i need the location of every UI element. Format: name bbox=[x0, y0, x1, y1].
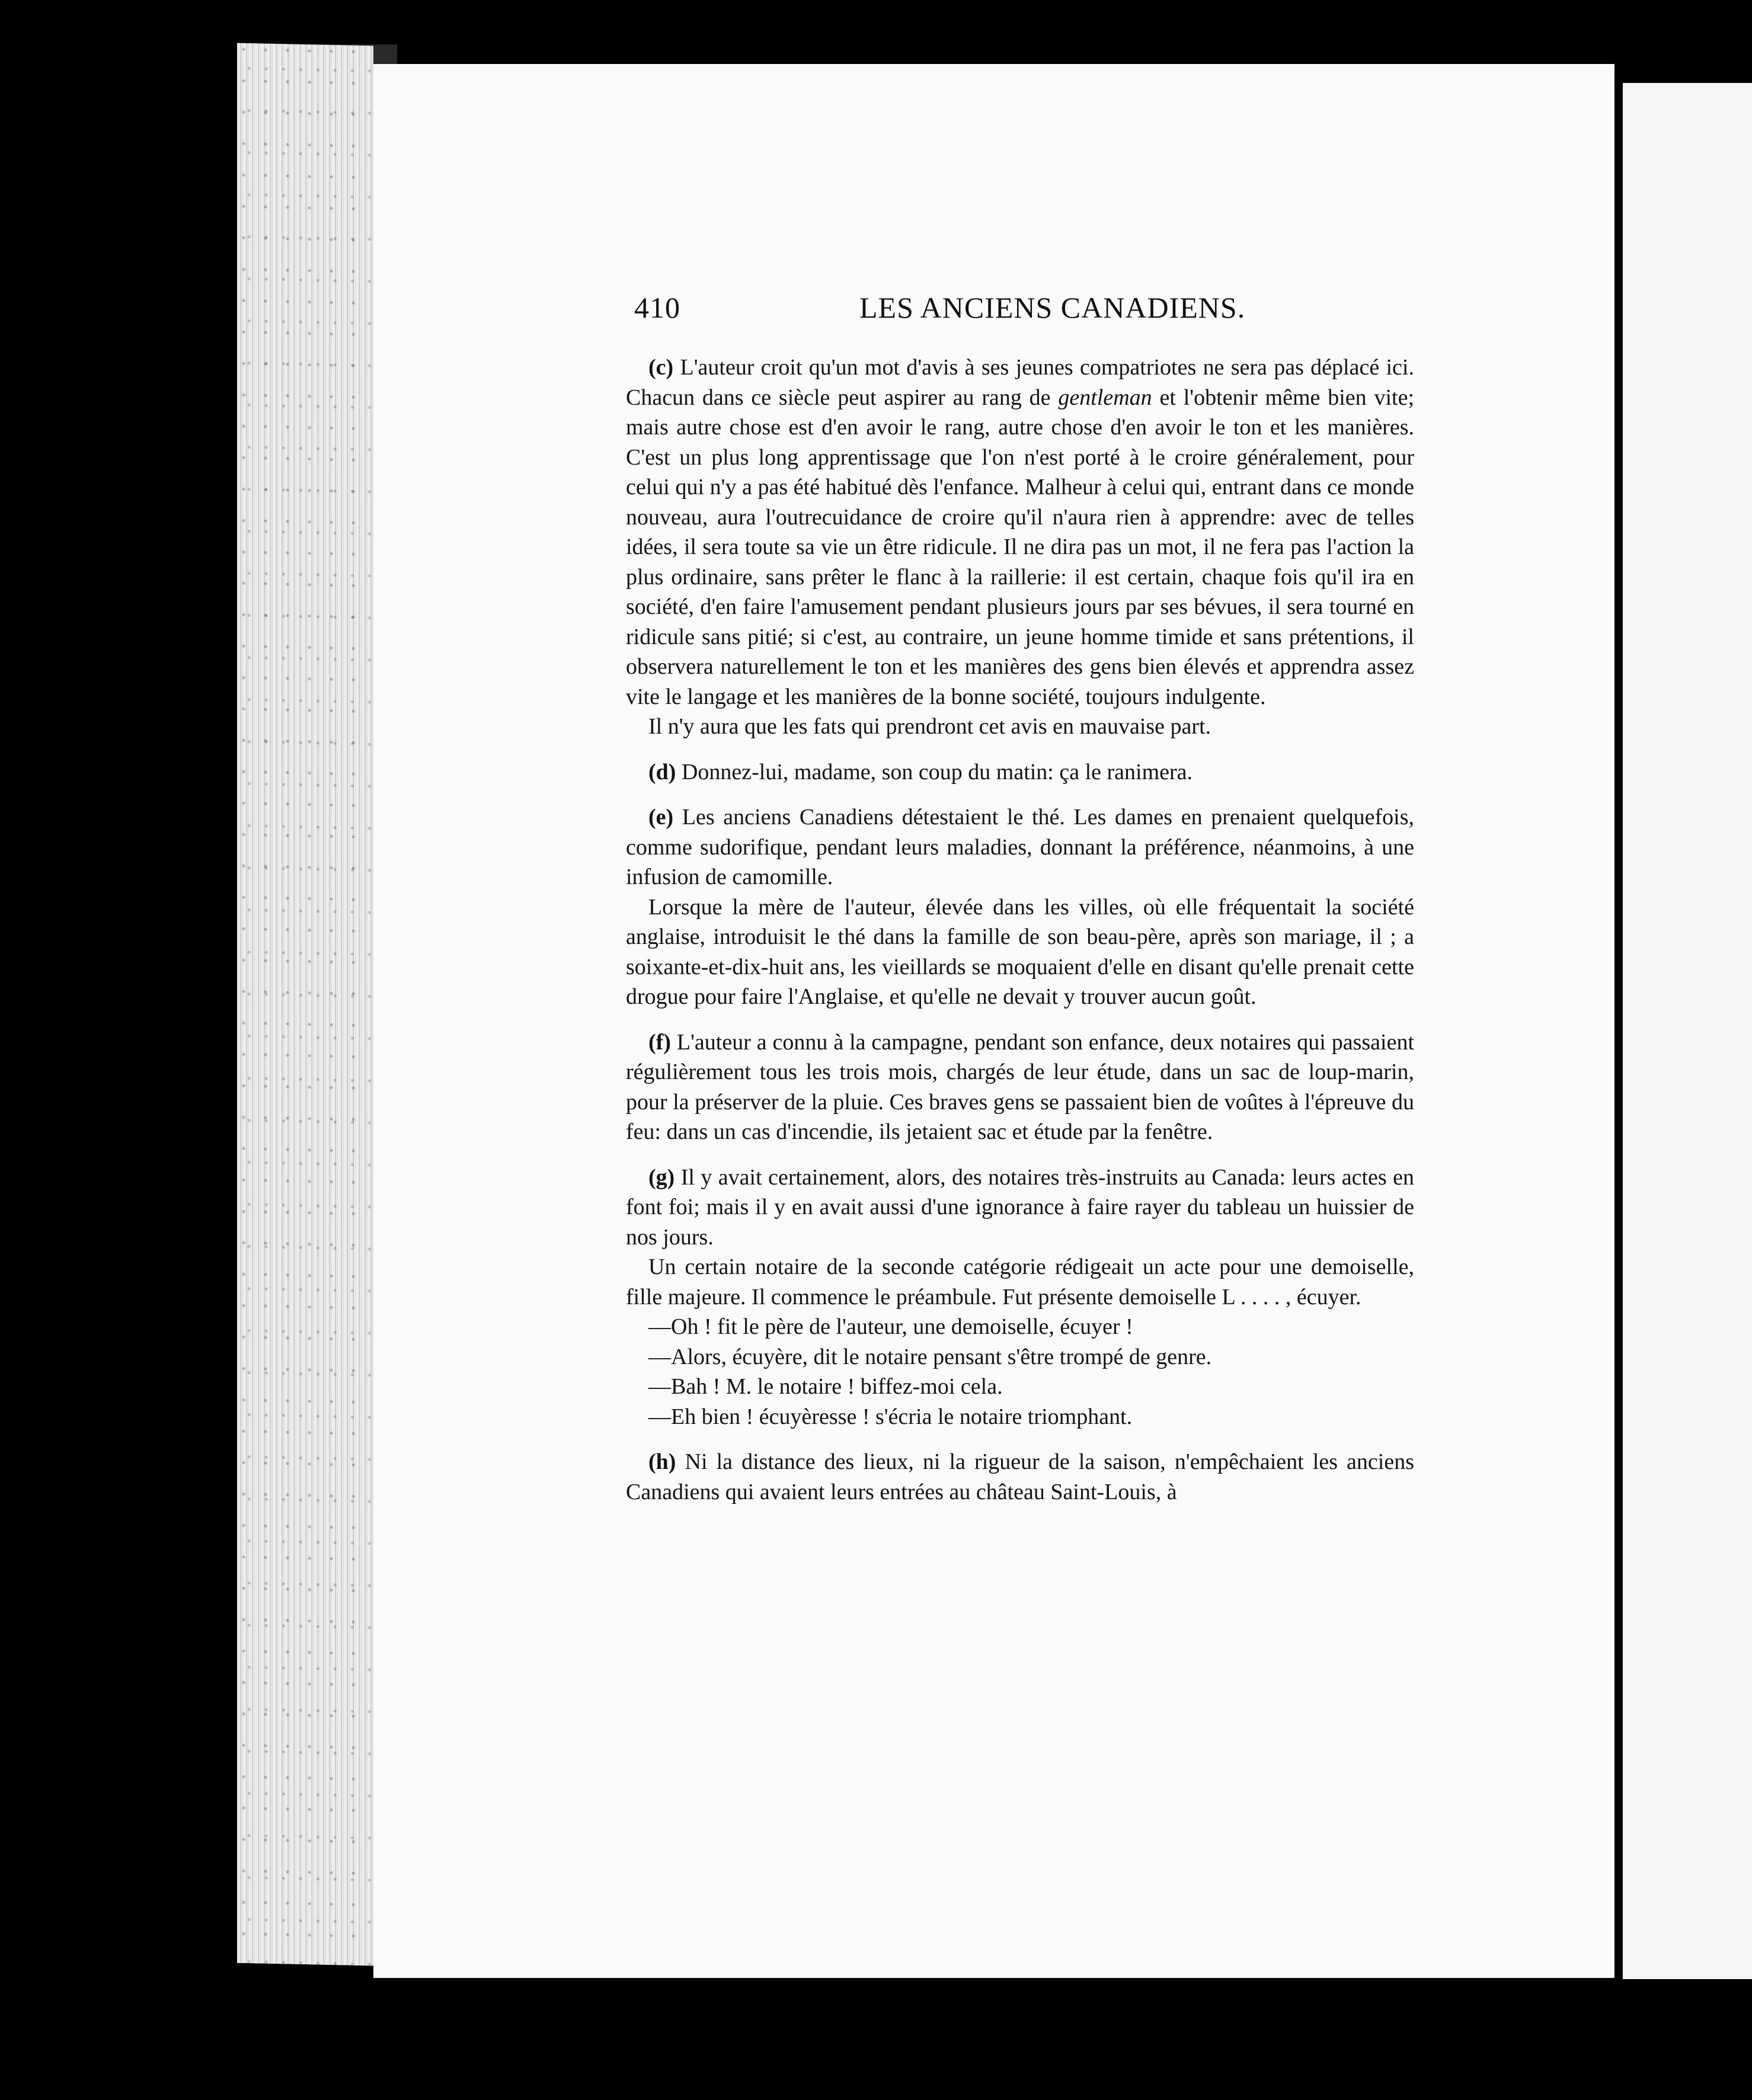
page-number: 410 bbox=[634, 291, 680, 324]
note-paragraph bbox=[626, 1312, 1414, 1342]
note-paragraph bbox=[626, 1163, 1414, 1253]
note-text: Il n'y aura que les fats qui prendront cet avis en mauvaise part. bbox=[648, 714, 1211, 739]
note-paragraph bbox=[626, 757, 1414, 787]
note-text: —Oh ! fit le père de l'auteur, une demoiselle, écuyer ! bbox=[648, 1314, 1133, 1339]
note-paragraph bbox=[626, 1027, 1414, 1147]
footnote bbox=[626, 1027, 1414, 1147]
note-paragraph bbox=[626, 1447, 1414, 1507]
note-text: et l'obtenir même bien vite; mais autre chose est d'en avoir le rang, autre chose d'en avoir le ton et les manières. C'est un plus long apprentissage que l'on n'est porté à le croire généralement, pour celui qui n'y a pas été habitué dès l'enfance. Malheur à celui qui, entrant dans ce monde nouveau, aura l'outrecuidance de croire qu'il n'aura rien à apprendre: avec de telles idées, il sera toute sa vie un être ridicule. Il ne dira pas un mot, il ne fera pas l'action la plus ordinaire, sans prêter le flanc à la raillerie: il est certain, chaque fois qu'il ira en société, d'en faire l'amusement pendant plusieurs jours par ses bévues, il sera tourné en ridicule sans pitié; si c'est, au contraire, un jeune homme timide et sans prétentions, il observera naturellement le ton et les manières des gens bien élevés et apprendra assez vite le langage et les manières de la bonne société, toujours indulgente. bbox=[626, 385, 1414, 709]
note-text: L'auteur a connu à la campagne, pendant son enfance, deux notaires qui passaient régulièrement tous les trois mois, chargés de leur étude, dans un sac de loup-marin, pour la préserver de la pluie. Ces braves gens se passaient bien de voûtes à l'épreuve du feu: dans un cas d'incendie, ils jetaient sac et étude par la fenêtre. bbox=[626, 1029, 1414, 1144]
footnote bbox=[626, 802, 1414, 1012]
note-paragraph bbox=[626, 353, 1414, 712]
footnote bbox=[626, 757, 1414, 787]
note-text: —Eh bien ! écuyèresse ! s'écria le notaire triomphant. bbox=[648, 1404, 1133, 1429]
note-text: Lorsque la mère de l'auteur, élevée dans les villes, où elle fréquentait la société anglaise, introduisit le thé dans la famille de son beau-père, après son mariage, il ; a soixante-et-dix-huit ans, les vieillards se moquaient d'elle en disant qu'elle prenait cette drogue pour faire l'Anglaise, et qu'elle ne devait y trouver aucun goût. bbox=[626, 894, 1414, 1009]
note-marker: (d) bbox=[648, 759, 676, 785]
note-paragraph bbox=[626, 1252, 1414, 1312]
note-paragraph bbox=[626, 892, 1414, 1012]
note-marker: (e) bbox=[648, 805, 674, 830]
note-text: L'auteur croit qu'un mot d'avis à ses jeunes compatriotes ne sera pas déplacé ici. Chacun dans ce siècle peut aspirer au rang de bbox=[626, 355, 1414, 410]
facing-page-edge bbox=[1623, 83, 1752, 1979]
notes-body bbox=[626, 353, 1414, 1522]
note-text: Les anciens Canadiens détestaient le thé. Les dames en prenaient quelquefois, comme sudorifique, pendant leurs maladies, donnant la préférence, néanmoins, à une infusion de camomille. bbox=[626, 805, 1414, 889]
note-paragraph bbox=[626, 1372, 1414, 1402]
footnote bbox=[626, 1447, 1414, 1507]
running-title: LES ANCIENS CANADIENS. bbox=[859, 291, 1246, 324]
note-paragraph bbox=[626, 712, 1414, 742]
footnote bbox=[626, 353, 1414, 742]
page-edges bbox=[237, 43, 373, 1966]
note-text: Il y avait certainement, alors, des notaires très-instruits au Canada: leurs actes en font foi; mais il y en avait aussi d'une ignorance à faire rayer du tableau un huissier de nos jours. bbox=[626, 1164, 1414, 1250]
note-paragraph bbox=[626, 802, 1414, 892]
note-paragraph bbox=[626, 1342, 1414, 1372]
note-marker: (c) bbox=[648, 355, 674, 380]
note-text: Donnez-lui, madame, son coup du matin: ça le ranimera. bbox=[676, 759, 1193, 785]
note-text: Ni la distance des lieux, ni la rigueur de la saison, n'empêchaient les anciens Canadiens qui avaient leurs entrées au château Saint-Louis, à bbox=[626, 1449, 1414, 1504]
note-marker: (f) bbox=[648, 1029, 671, 1055]
note-text: —Bah ! M. le notaire ! biffez-moi cela. bbox=[648, 1374, 1003, 1399]
note-marker: (g) bbox=[648, 1164, 675, 1190]
note-paragraph bbox=[626, 1402, 1414, 1432]
footnote bbox=[626, 1163, 1414, 1432]
page-header bbox=[634, 284, 1246, 338]
note-text: —Alors, écuyère, dit le notaire pensant s'être trompé de genre. bbox=[648, 1344, 1212, 1369]
note-emphasis: gentleman bbox=[1058, 385, 1152, 410]
note-marker: (h) bbox=[648, 1449, 676, 1474]
note-text: Un certain notaire de la seconde catégorie rédigeait un acte pour une demoiselle, fille majeure. Il commence le préambule. Fut présente demoiselle L . . . . , écuyer. bbox=[626, 1254, 1414, 1310]
